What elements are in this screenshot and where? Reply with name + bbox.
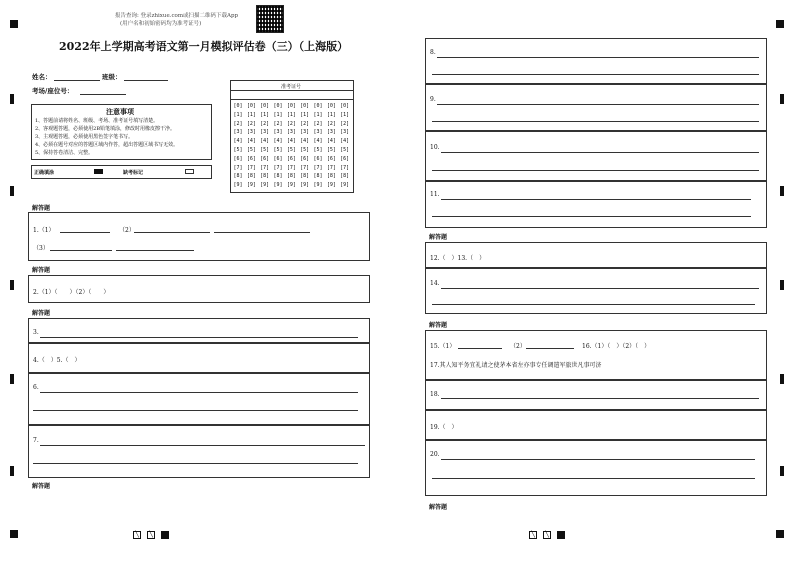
answer-box-q7 (28, 425, 370, 478)
exam-id-column (300, 102, 310, 190)
exam-id-bubble[interactable]: [7] (300, 164, 310, 171)
timing-mark (780, 94, 784, 104)
q20-answer-line[interactable] (441, 459, 755, 460)
q1-2-label: （2） (119, 227, 135, 234)
q11-label: 11. (430, 191, 440, 198)
exam-id-bubble[interactable]: [2] (300, 120, 310, 127)
timing-mark (780, 280, 784, 290)
exam-id-bubble[interactable]: [2] (233, 120, 243, 127)
section-label: 解答题 (32, 267, 51, 274)
q7-label: 7. (33, 437, 39, 444)
report-query-line: 报告查询: 登录zhixue.com或扫描二维码下载App (115, 13, 239, 19)
exam-id-bubble[interactable]: [4] (273, 138, 283, 145)
q15-1-answer-line[interactable] (458, 348, 502, 349)
q3-label: 3. (33, 329, 39, 336)
exam-id-bubble[interactable]: [0] (260, 103, 270, 109)
q18-label: 18. (430, 391, 440, 398)
exam-id-bubble[interactable]: [1] (300, 111, 310, 118)
exam-id-bubble[interactable]: [7] (273, 164, 283, 171)
exam-id-bubble[interactable]: [5] (300, 146, 310, 153)
exam-id-bubble[interactable]: [0] (300, 103, 310, 109)
exam-id-bubble[interactable]: [1] (246, 111, 256, 118)
exam-id-bubble[interactable]: [2] (286, 120, 296, 127)
exam-id-bubble[interactable]: [8] (313, 173, 323, 180)
answer-box-q1 (28, 212, 370, 261)
exam-id-bubble[interactable]: [8] (246, 173, 256, 180)
timing-mark (776, 530, 784, 538)
answer-box-q6 (28, 373, 370, 425)
fill-correct-label: 正确填涂 (34, 170, 55, 176)
exam-id-bubble[interactable]: [5] (260, 146, 270, 153)
exam-id-bubble[interactable]: [6] (233, 155, 243, 162)
room-seat-label: 考场/座位号： (32, 87, 74, 95)
q9-answer-line[interactable] (432, 121, 759, 122)
qr-code-icon[interactable] (256, 5, 284, 33)
exam-id-column (286, 102, 296, 190)
exam-id-bubble[interactable]: [4] (300, 138, 310, 145)
exam-id-bubble[interactable]: [7] (340, 164, 350, 171)
exam-id-bubble[interactable]: [0] (273, 103, 283, 109)
notice-title: 注意事项 (106, 107, 134, 116)
q14-answer-line[interactable] (432, 304, 755, 305)
report-query-note: (用户名和初始密码均为准考证号) (120, 21, 202, 27)
exam-id-bubble[interactable]: [9] (340, 182, 350, 189)
exam-id-bubble[interactable]: [2] (313, 120, 323, 127)
notice-item: 4、必须在题号对应的答题区域内作答，超出答题区域书写无效。 (35, 142, 179, 148)
exam-id-bubble[interactable]: [9] (260, 182, 270, 189)
exam-id-bubble[interactable]: [5] (273, 146, 283, 153)
timing-mark (10, 530, 18, 538)
q20-answer-line[interactable] (432, 478, 755, 479)
timing-mark (776, 20, 784, 28)
q10-answer-line[interactable] (441, 152, 759, 153)
exam-id-bubble[interactable]: [6] (340, 155, 350, 162)
page-marker-box: ╲ (543, 531, 551, 539)
timing-mark (780, 466, 784, 476)
q6-label: 6. (33, 384, 39, 391)
q14-label: 14. (430, 280, 440, 287)
timing-mark (10, 94, 14, 104)
notice-item: 3、主观题答题，必须使用黑色签字笔书写。 (35, 134, 134, 140)
exam-id-bubble[interactable]: [6] (313, 155, 323, 162)
name-field[interactable] (54, 80, 100, 81)
exam-id-bubble[interactable]: [4] (246, 138, 256, 145)
exam-id-write-row (230, 99, 354, 100)
exam-id-bubble[interactable]: [6] (273, 155, 283, 162)
q16-label: 16.（1）（ ）（2）（ ） (582, 343, 651, 350)
answer-box-q3 (28, 318, 370, 343)
page-title: 2022年上学期高考语文第一月模拟评估卷（三）（上海版） (59, 40, 349, 53)
exam-id-bubble[interactable]: [2] (340, 120, 350, 127)
exam-id-bubble[interactable]: [3] (246, 129, 256, 136)
exam-id-bubble[interactable]: [4] (286, 138, 296, 145)
exam-id-bubble[interactable]: [7] (246, 164, 256, 171)
exam-id-bubble[interactable]: [5] (246, 146, 256, 153)
exam-id-bubble[interactable]: [8] (326, 173, 336, 180)
q9-label: 9. (430, 96, 436, 103)
exam-id-bubble[interactable]: [0] (313, 103, 323, 109)
exam-id-bubble[interactable]: [3] (273, 129, 283, 136)
q17-text: 17.其人知平务宜礼请之使茅本省左亦事专任调遣军旅世凡事可济 (430, 362, 602, 369)
answer-box-q8 (425, 38, 767, 84)
exam-id-label: 准考证号 (281, 84, 302, 90)
exam-id-bubble[interactable]: [5] (340, 146, 350, 153)
section-label: 解答题 (429, 322, 448, 329)
section-label: 解答题 (429, 504, 448, 511)
section-label: 解答题 (429, 234, 448, 241)
exam-id-bubble[interactable]: [8] (286, 173, 296, 180)
exam-id-bubble[interactable]: [5] (326, 146, 336, 153)
answer-box-q15-17 (425, 330, 767, 380)
q11-answer-line[interactable] (441, 199, 751, 200)
q19-label: 19.（ ） (430, 424, 458, 431)
exam-id-bubble[interactable]: [9] (246, 182, 256, 189)
q15-2-answer-line[interactable] (526, 348, 574, 349)
timing-mark (780, 374, 784, 384)
timing-mark (10, 466, 14, 476)
q8-answer-line[interactable] (432, 74, 759, 75)
exam-id-bubble[interactable]: [8] (273, 173, 283, 180)
exam-id-bubble[interactable]: [7] (313, 164, 323, 171)
exam-id-bubble-grid[interactable] (232, 102, 352, 192)
q2-label: 2.（1）（ ）（2）（ ） (33, 289, 110, 296)
exam-id-bubble[interactable]: [4] (313, 138, 323, 145)
q7-answer-line[interactable] (40, 445, 365, 446)
exam-id-bubble[interactable]: [3] (286, 129, 296, 136)
exam-id-bubble[interactable]: [8] (300, 173, 310, 180)
q10-label: 10. (430, 144, 440, 151)
exam-id-bubble[interactable]: [4] (340, 138, 350, 145)
q9-answer-line[interactable] (437, 104, 759, 105)
exam-id-column (233, 102, 243, 190)
exam-id-column (326, 102, 336, 190)
timing-mark (10, 374, 14, 384)
timing-mark (10, 186, 14, 196)
exam-id-bubble[interactable]: [1] (260, 111, 270, 118)
exam-id-bubble[interactable]: [5] (286, 146, 296, 153)
exam-id-bubble[interactable]: [1] (273, 111, 283, 118)
page-marker-box: ╲ (147, 531, 155, 539)
q6-answer-line[interactable] (40, 392, 358, 393)
page-marker-box: ╲ (529, 531, 537, 539)
page-marker-filled (161, 531, 169, 539)
q12-13-label: 12.（ ）13.（ ） (430, 255, 486, 262)
exam-id-bubble[interactable]: [6] (246, 155, 256, 162)
exam-id-bubble[interactable]: [7] (286, 164, 296, 171)
exam-id-bubble[interactable]: [0] (286, 103, 296, 109)
timing-mark (10, 20, 18, 28)
exam-id-bubble[interactable]: [6] (286, 155, 296, 162)
exam-id-bubble[interactable]: [0] (246, 103, 256, 109)
name-label: 姓名： (32, 73, 52, 81)
section-label: 解答题 (32, 483, 51, 490)
q1-3-label: （3） (33, 245, 49, 252)
exam-id-bubble[interactable]: [5] (233, 146, 243, 153)
exam-id-column (273, 102, 283, 190)
exam-id-bubble[interactable]: [9] (286, 182, 296, 189)
exam-id-column (246, 102, 256, 190)
exam-id-bubble[interactable]: [7] (260, 164, 270, 171)
q4-5-label: 4.（ ）5.（ ） (33, 357, 81, 364)
answer-box-q14 (425, 268, 767, 314)
q15-label: 15.（1） (430, 343, 456, 350)
exam-id-bubble[interactable]: [4] (326, 138, 336, 145)
exam-id-bubble[interactable]: [3] (260, 129, 270, 136)
exam-id-bubble[interactable]: [8] (233, 173, 243, 180)
exam-id-bubble[interactable]: [2] (326, 120, 336, 127)
exam-id-bubble[interactable]: [0] (340, 103, 350, 109)
answer-box-q20 (425, 440, 767, 496)
exam-id-bubble[interactable]: [7] (326, 164, 336, 171)
answer-box-q18 (425, 380, 767, 410)
exam-id-bubble[interactable]: [6] (300, 155, 310, 162)
exam-id-bubble[interactable]: [8] (260, 173, 270, 180)
exam-id-bubble[interactable]: [1] (326, 111, 336, 118)
notice-item: 5、保持答卷清洁、完整。 (35, 150, 94, 156)
exam-id-bubble[interactable]: [2] (246, 120, 256, 127)
exam-id-bubble[interactable]: [6] (326, 155, 336, 162)
timing-mark (780, 186, 784, 196)
exam-id-bubble[interactable]: [1] (233, 111, 243, 118)
q7-answer-line[interactable] (33, 463, 358, 464)
q1-2-answer-line-b[interactable] (214, 232, 310, 233)
page-marker-filled (557, 531, 565, 539)
q15-2-label: （2） (510, 343, 526, 350)
class-label: 班级： (102, 73, 122, 81)
answer-box-q19 (425, 410, 767, 440)
q1-1-answer-line[interactable] (60, 232, 110, 233)
exam-id-bubble[interactable]: [1] (340, 111, 350, 118)
exam-id-bubble[interactable]: [9] (326, 182, 336, 189)
q1-3-answer-line[interactable] (50, 250, 112, 251)
q11-answer-line[interactable] (432, 216, 751, 217)
exam-id-bubble[interactable]: [9] (300, 182, 310, 189)
exam-id-bubble[interactable]: [5] (313, 146, 323, 153)
exam-id-bubble[interactable]: [9] (273, 182, 283, 189)
class-field[interactable] (124, 80, 168, 81)
room-seat-field[interactable] (80, 94, 126, 95)
exam-id-bubble[interactable]: [3] (300, 129, 310, 136)
exam-id-bubble[interactable]: [1] (286, 111, 296, 118)
exam-id-bubble[interactable]: [9] (313, 182, 323, 189)
q14-answer-line[interactable] (441, 288, 759, 289)
section-label: 解答题 (32, 310, 51, 317)
exam-id-bubble[interactable]: [3] (340, 129, 350, 136)
answer-box-q11 (425, 181, 767, 228)
exam-id-column (313, 102, 323, 190)
timing-mark (10, 280, 14, 290)
exam-id-bubble[interactable]: [2] (260, 120, 270, 127)
q3-answer-line[interactable] (40, 337, 358, 338)
exam-id-bubble[interactable]: [3] (326, 129, 336, 136)
missing-mark-label: 缺考标记 (123, 170, 144, 176)
exam-id-bubble[interactable]: [0] (233, 103, 243, 109)
exam-id-column (260, 102, 270, 190)
exam-id-bubble[interactable]: [7] (233, 164, 243, 171)
answer-box-q9 (425, 84, 767, 131)
exam-id-bubble[interactable]: [3] (313, 129, 323, 136)
page-marker-box: ╲ (133, 531, 141, 539)
q1-2-answer-line[interactable] (134, 232, 210, 233)
q8-label: 8. (430, 49, 436, 56)
q20-label: 20. (430, 451, 440, 458)
exam-id-bubble[interactable]: [4] (260, 138, 270, 145)
q8-answer-line[interactable] (437, 57, 759, 58)
exam-id-bubble[interactable]: [3] (233, 129, 243, 136)
exam-id-bubble[interactable]: [2] (273, 120, 283, 127)
q6-answer-line[interactable] (33, 410, 358, 411)
exam-id-bubble[interactable]: [0] (326, 103, 336, 109)
answer-box-q10 (425, 131, 767, 181)
exam-id-column (340, 102, 350, 190)
notice-item: 1、答题前请将姓名、班级、考场、准考证号填写清楚。 (35, 118, 159, 124)
q1-3-answer-line-b[interactable] (116, 250, 194, 251)
exam-id-header-row (230, 90, 354, 91)
exam-id-bubble[interactable]: [6] (260, 155, 270, 162)
notice-item: 2、客观题答题，必须使用2B铅笔填涂，修改时用橡皮擦干净。 (35, 126, 176, 132)
exam-id-bubble[interactable]: [9] (233, 182, 243, 189)
q1-label: 1.（1） (33, 227, 55, 234)
missing-mark-checkbox[interactable] (185, 169, 194, 174)
exam-id-bubble[interactable]: [4] (233, 138, 243, 145)
exam-id-bubble[interactable]: [8] (340, 173, 350, 180)
section-label: 解答题 (32, 205, 51, 212)
fill-correct-sample (94, 169, 103, 174)
q10-answer-line[interactable] (432, 170, 759, 171)
q18-answer-line[interactable] (441, 398, 759, 399)
exam-id-bubble[interactable]: [1] (313, 111, 323, 118)
